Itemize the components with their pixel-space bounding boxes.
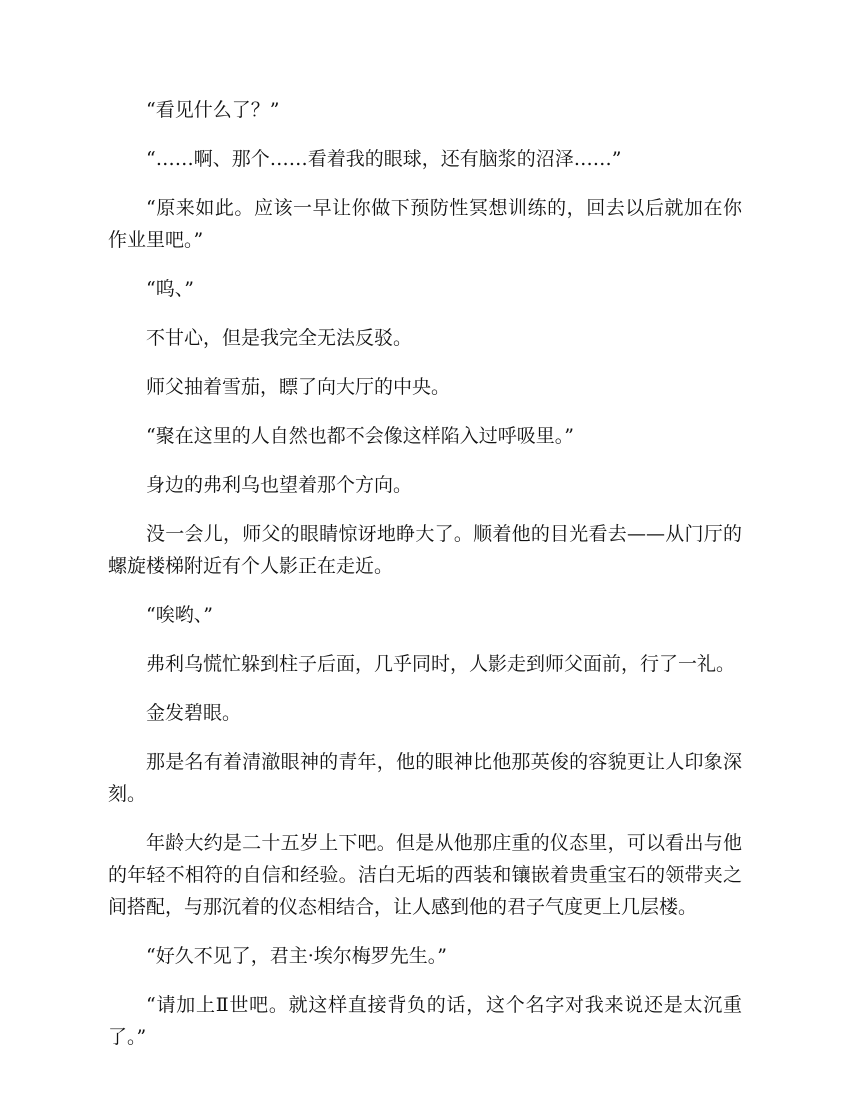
- document-page: [108, 94, 742, 1070]
- paragraph: 没一会儿，师父的眼睛惊讶地睁大了。顺着他的目光看去——从门厅的螺旋楼梯附近有个人影正在走近。: [108, 523, 742, 577]
- paragraph: “原来如此。应该一早让你做下预防性冥想训练的，回去以后就加在你作业里吧。”: [108, 197, 742, 251]
- paragraph: “好久不见了，君主·埃尔梅罗先生。”: [146, 945, 447, 967]
- paragraph: 不甘心，但是我完全无法反驳。: [146, 327, 413, 349]
- paragraph: 年龄大约是二十五岁上下吧。但是从他那庄重的仪态里，可以看出与他的年轻不相符的自信和经验。洁白无垢的西装和镶嵌着贵重宝石的领带夹之间搭配，与那沉着的仪态相结合，让人感到他的君子气度更上几层楼。: [108, 832, 742, 918]
- paragraph: 师父抽着雪茄，瞟了向大厅的中央。: [146, 376, 451, 398]
- paragraph: “请加上Ⅱ世吧。就这样直接背负的话，这个名字对我来说还是太沉重了。”: [108, 994, 742, 1048]
- paragraph: “唉哟、”: [146, 604, 213, 626]
- paragraph: 金发碧眼。: [146, 702, 242, 724]
- paragraph: 那是名有着清澈眼神的青年，他的眼神比他那英俊的容貌更让人印象深刻。: [108, 751, 742, 805]
- paragraph: “……啊、那个……看着我的眼球，还有脑浆的沼泽……”: [146, 148, 622, 170]
- paragraph: “聚在这里的人自然也都不会像这样陷入过呼吸里。”: [146, 425, 574, 447]
- paragraph: 身边的弗利乌也望着那个方向。: [146, 474, 413, 496]
- paragraph: 弗利乌慌忙躲到柱子后面，几乎同时，人影走到师父面前，行了一礼。: [146, 653, 736, 675]
- paragraph: “看见什么了？”: [146, 99, 280, 121]
- paragraph: “呜、”: [146, 278, 194, 300]
